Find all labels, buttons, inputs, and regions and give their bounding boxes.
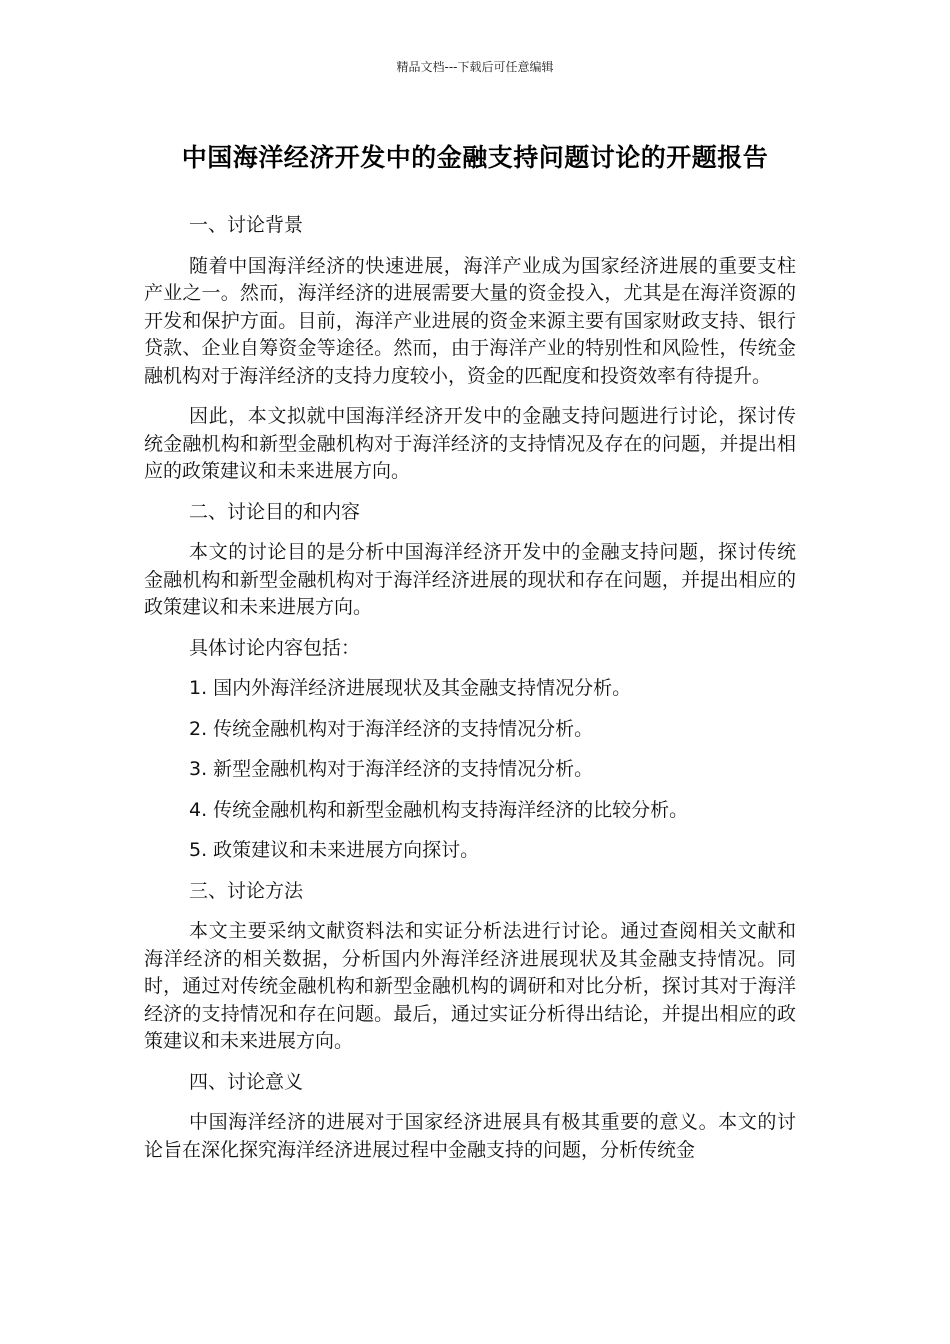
section-heading-purpose: 二、讨论目的和内容 — [189, 500, 361, 523]
paragraph: 因此，本文拟就中国海洋经济开发中的金融支持问题进行讨论，探讨传统金融机构和新型金融机构对于海洋经济的支持情况及存在的问题，并提出相应的政策建议和未来进展方向。 — [144, 405, 796, 482]
paragraph: 本文的讨论目的是分析中国海洋经济开发中的金融支持问题，探讨传统金融机构和新型金融机构对于海洋经济进展的现状和存在问题，并提出相应的政策建议和未来进展方向。 — [144, 541, 796, 618]
paragraph: 随着中国海洋经济的快速进展，海洋产业成为国家经济进展的重要支柱产业之一。然而，海洋经济的进展需要大量的资金投入，尤其是在海洋资源的开发和保护方面。目前，海洋产业进展的资金来源主要有国家财政支持、银行贷款、企业自筹资金等途径。然而，由于海洋产业的特别性和风险性，传统金融机构对于海洋经济的支持力度较小，资金的匹配度和投资效率有待提升。 — [144, 254, 796, 387]
paragraph: 本文主要采纳文献资料法和实证分析法进行讨论。通过查阅相关文献和海洋经济的相关数据，分析国内外海洋经济进展现状及其金融支持情况。同时，通过对传统金融机构和新型金融机构的调研和对比分析，探讨其对于海洋经济的支持情况和存在问题。最后，通过实证分析得出结论，并提出相应的政策建议和未来进展方向。 — [144, 920, 796, 1052]
paragraph: 中国海洋经济的进展对于国家经济进展具有极其重要的意义。本文的讨论旨在深化探究海洋经济进展过程中金融支持的问题，分析传统金 — [144, 1111, 796, 1161]
list-item: 4. 传统金融机构和新型金融机构支持海洋经济的比较分析。 — [189, 798, 689, 821]
header-note: 精品文档---下载后可任意编辑 — [396, 60, 554, 74]
list-item: 5. 政策建议和未来进展方向探讨。 — [189, 839, 480, 861]
paragraph: 具体讨论内容包括： — [189, 636, 361, 659]
document-title: 中国海洋经济开发中的金融支持问题讨论的开题报告 — [181, 143, 769, 172]
list-item: 2. 传统金融机构对于海洋经济的支持情况分析。 — [189, 717, 594, 740]
list-item: 3. 新型金融机构对于海洋经济的支持情况分析。 — [189, 758, 594, 780]
document-body — [144, 212, 796, 1177]
section-heading-significance: 四、讨论意义 — [189, 1070, 304, 1093]
section-heading-method: 三、讨论方法 — [189, 879, 304, 902]
list-item: 1. 国内外海洋经济进展现状及其金融支持情况分析。 — [189, 677, 632, 699]
section-heading-background: 一、讨论背景 — [189, 214, 304, 236]
